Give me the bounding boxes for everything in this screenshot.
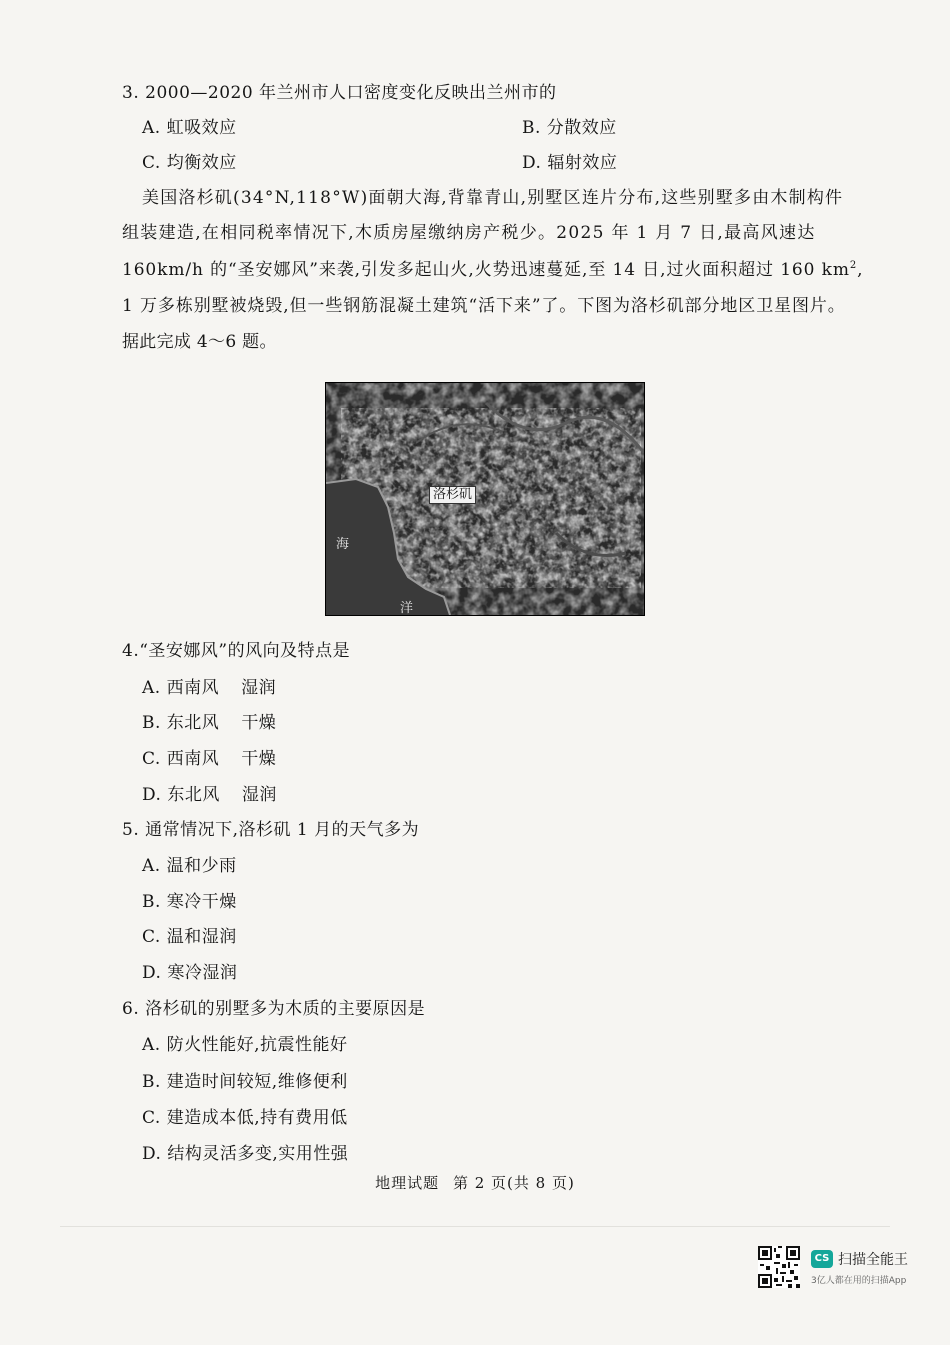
q3-option-c: C. 均衡效应	[142, 153, 237, 173]
camscanner-slogan: 3亿人都在用的扫描App	[811, 1276, 907, 1286]
q4-option-b	[142, 708, 276, 733]
page-footer	[0, 1172, 950, 1193]
camscanner-name: 扫描全能王	[838, 1252, 908, 1268]
passage-line-3	[122, 255, 864, 280]
camscanner-logo: CS	[811, 1250, 833, 1268]
q5-stem: 5. 通常情况下,洛杉矶 1 月的天气多为	[122, 820, 420, 840]
q3-option-b: B. 分散效应	[522, 118, 617, 138]
q6-option-d: D. 结构灵活多变,实用性强	[142, 1144, 349, 1164]
q5-option-a: A. 温和少雨	[142, 856, 237, 876]
q4-option-a-direction: A. 西南风	[142, 678, 220, 698]
passage-line-3-tail: ,	[857, 260, 864, 280]
q6-option-b: B. 建造时间较短,维修便利	[142, 1072, 348, 1092]
satellite-image-los-angeles	[325, 382, 645, 616]
passage-line-4: 1 万多栋别墅被烧毁,但一些钢筋混凝土建筑“活下来”了。下图为洛杉矶部分地区卫星图片。	[122, 296, 846, 316]
q4-option-c-direction: C. 西南风	[142, 749, 220, 769]
q4-option-a-trait: 湿润	[241, 678, 277, 698]
q3-stem: 3. 2000—2020 年兰州市人口密度变化反映出兰州市的	[122, 83, 557, 103]
q3-option-a: A. 虹吸效应	[142, 118, 237, 138]
map-label-ocean: 洋	[400, 601, 414, 616]
q5-option-d: D. 寒冷湿润	[142, 963, 238, 983]
passage-line-1: 美国洛杉矶(34°N,118°W)面朝大海,背靠青山,别墅区连片分布,这些别墅多由木制构件	[142, 188, 844, 208]
q4-option-d	[142, 780, 277, 805]
q4-option-b-direction: B. 东北风	[142, 713, 220, 733]
q4-stem: 4.“圣安娜风”的风向及特点是	[122, 641, 351, 661]
q6-option-a: A. 防火性能好,抗震性能好	[142, 1035, 348, 1055]
q3-option-d: D. 辐射效应	[522, 153, 618, 173]
q4-option-d-trait: 湿润	[241, 785, 277, 805]
footer-page-number: 第 2 页(共 8 页)	[452, 1174, 575, 1192]
footer-divider	[60, 1226, 890, 1227]
passage-line-5: 据此完成 4～6 题。	[122, 332, 277, 352]
map-label-sea: 海	[336, 537, 350, 552]
q5-option-b: B. 寒冷干燥	[142, 892, 237, 912]
q4-option-c-trait: 干燥	[241, 749, 277, 769]
q4-option-c	[142, 744, 276, 769]
area-unit-superscript: 2	[849, 260, 858, 271]
q5-option-c: C. 温和湿润	[142, 927, 237, 947]
q4-option-d-direction: D. 东北风	[142, 785, 220, 805]
passage-line-3-text: 160km/h 的“圣安娜风”来袭,引发多起山火,火势迅速蔓延,至 14 日,过火面积超过 160 km	[122, 260, 850, 280]
qr-code-icon	[758, 1246, 800, 1288]
footer-subject: 地理试题	[375, 1174, 440, 1192]
q6-option-c: C. 建造成本低,持有费用低	[142, 1108, 348, 1128]
q4-option-b-trait: 干燥	[241, 713, 277, 733]
q4-option-a	[142, 673, 276, 698]
q6-stem: 6. 洛杉矶的别墅多为木质的主要原因是	[122, 999, 426, 1019]
passage-line-2: 组装建造,在相同税率情况下,木质房屋缴纳房产税少。2025 年 1 月 7 日,最高风速达	[122, 223, 816, 243]
map-label-los-angeles: 洛杉矶	[429, 486, 476, 504]
